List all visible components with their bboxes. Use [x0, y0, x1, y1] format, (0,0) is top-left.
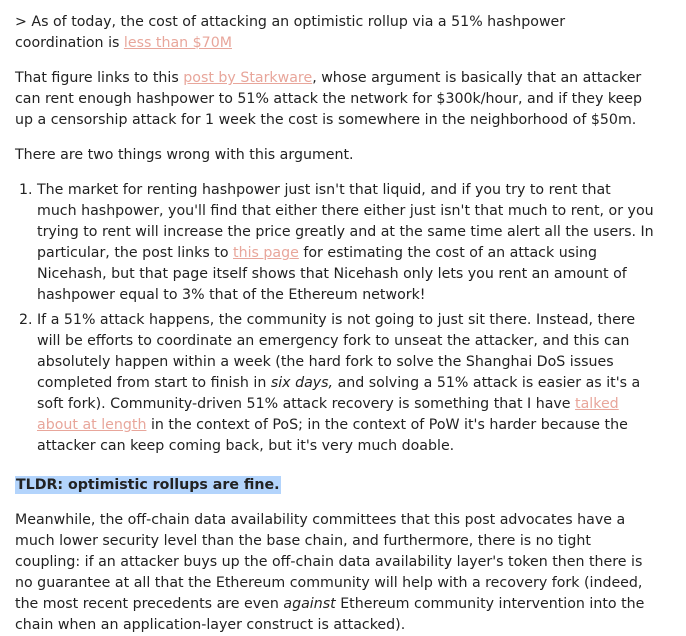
tldr-paragraph	[15, 475, 654, 496]
quote-text: > As of today, the cost of attacking an optimistic rollup via a 51% hashpower coordination is	[15, 14, 566, 51]
talked-about-at-length-link[interactable]: talked about at length	[37, 396, 619, 433]
committees-text-after: Ethereum community intervention into the chain when an application-layer construct is attacked).	[15, 596, 645, 633]
post-by-starkware-link[interactable]: post by Starkware	[183, 70, 313, 86]
starkware-paragraph	[15, 68, 654, 131]
two-things-paragraph: There are two things wrong with this argument.	[15, 147, 354, 163]
item1-text-before: The market for renting hashpower just isn't that liquid, and if you try to rent that much hashpower, you'll find that either there either just isn't that much to rent, or you trying to rent will increase the price greatly and at the same time alert all the users. In particular, the post links to	[37, 182, 654, 261]
committees-paragraph	[15, 510, 654, 636]
committees-text-before: Meanwhile, the off-chain data availability committees that this post advocates have a much lower security level than the base chain, and furthermore, there is no tight coupling: if an attacker buys up the off-chain data availability layer's token then there is no guarantee at all that the Ethereum community will help with a recovery fork (indeed, the most recent precedents are even	[15, 512, 643, 612]
list-item	[37, 310, 654, 457]
item2-text-middle: and solving a 51% attack is easier as it's a soft fork). Community-driven 51% attack recovery is something that I have	[37, 375, 641, 412]
less-than-70m-link[interactable]: less than $70M	[123, 35, 232, 51]
item1-text-after: for estimating the cost of an attack using Nicehash, but that page itself shows that Nicehash only lets you rent an amount of hashpower equal to 3% that of the Ethereum network!	[37, 245, 627, 303]
item2-text-before: If a 51% attack happens, the community is not going to just sit there. Instead, there will be efforts to coordinate an emergency fork to unseat the attacker, and this can absolutely happen within a week (the hard fork to solve the Shanghai DoS issues completed from start to finish in	[37, 312, 636, 391]
starkware-text-after: , whose argument is basically that an attacker can rent enough hashpower to 51% attack the network for $300k/hour, and if they keep up a censorship attack for 1 week the cost is somewhere in the neighborhood of $50m.	[15, 70, 643, 128]
this-page-link[interactable]: this page	[233, 245, 299, 261]
quote-paragraph	[15, 12, 654, 54]
item2-text-after: in the context of PoS; in the context of PoW it's harder because the attacker can keep coming back, but it's very much doable.	[37, 417, 628, 454]
list-item	[37, 180, 654, 306]
against-emphasis: against	[283, 596, 336, 612]
argument-list	[15, 180, 654, 457]
tldr-highlighted-text: TLDR: optimistic rollups are fine.	[16, 477, 280, 493]
six-days-emphasis: six days,	[270, 375, 334, 391]
starkware-text-before: That figure links to this	[15, 70, 184, 86]
